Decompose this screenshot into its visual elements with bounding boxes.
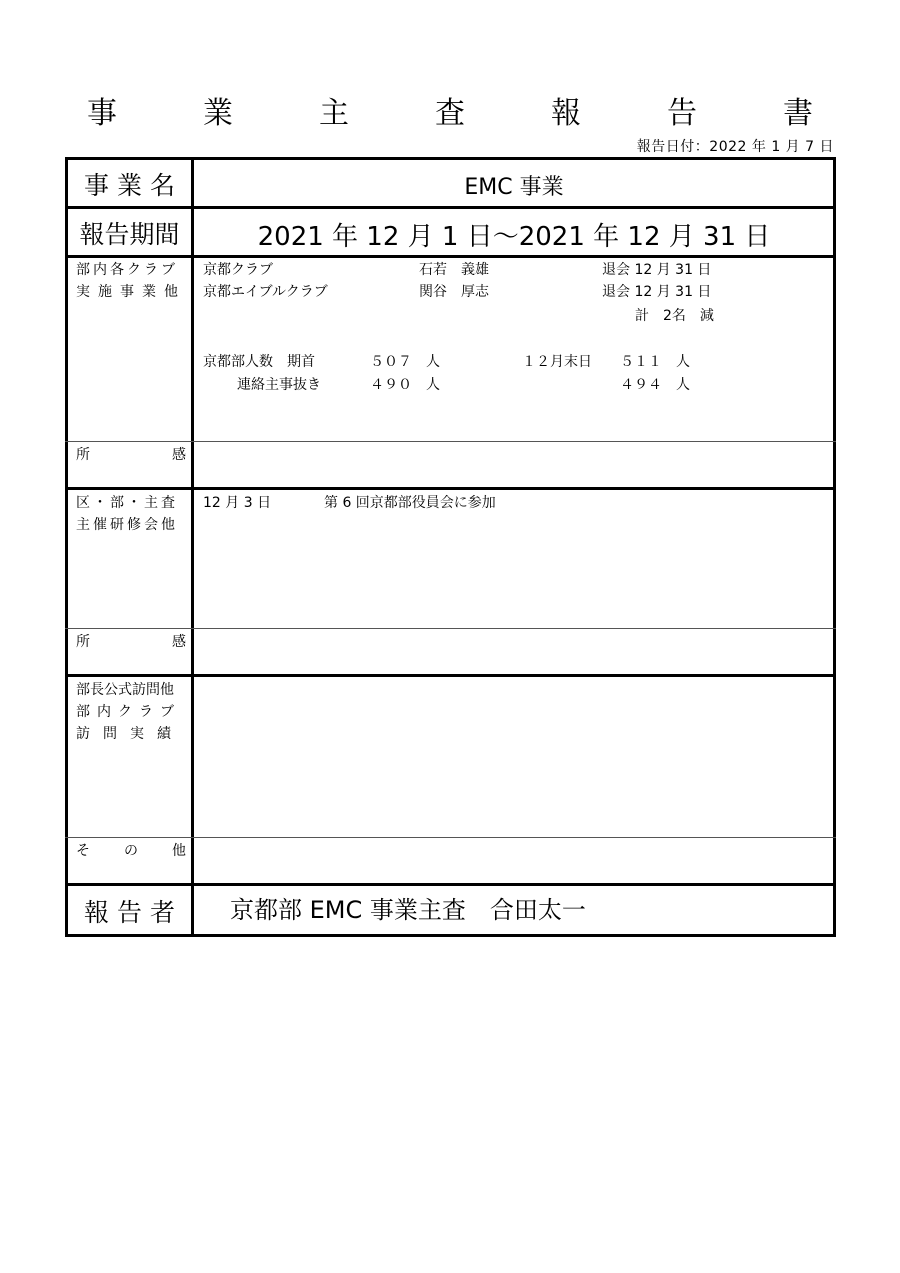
member-status: 退会 12 月 31 日 bbox=[602, 262, 712, 278]
members-end: ５１１ 人 bbox=[620, 354, 690, 370]
section2-label bbox=[76, 492, 186, 536]
members-end-label: １２月末日 bbox=[522, 354, 592, 370]
liaison-label: 連絡主事抜き bbox=[237, 377, 321, 393]
club-name: 京都エイブルクラブ bbox=[203, 284, 328, 300]
period-label: 報告期間 bbox=[79, 220, 180, 249]
row-divider bbox=[65, 883, 836, 886]
row-divider bbox=[65, 255, 836, 258]
section2-label-line: 主催研修会他 bbox=[76, 517, 178, 533]
member-name: 石若 義雄 bbox=[419, 262, 489, 278]
reporter-label: 報 告 者 bbox=[84, 898, 175, 927]
impression-divider bbox=[65, 441, 836, 442]
liaison-end: ４９４ 人 bbox=[620, 377, 690, 393]
section3-label-line: 訪問実績 bbox=[76, 726, 184, 742]
section3-label-line: 部内クラブ bbox=[76, 704, 181, 720]
event-description: 第 6 回京都部役員会に参加 bbox=[324, 495, 496, 511]
club-name: 京都クラブ bbox=[203, 262, 273, 278]
member-name: 関谷 厚志 bbox=[419, 284, 489, 300]
business-value: EMC 事業 bbox=[464, 175, 564, 200]
impression-label: 所 感 bbox=[76, 447, 186, 463]
reporter-value: 京都部 EMC 事業主査 合田太一 bbox=[230, 896, 586, 924]
section1-label bbox=[76, 259, 186, 303]
other-label: そ の 他 bbox=[76, 843, 186, 859]
other-divider bbox=[65, 837, 836, 838]
section1-label-line: 実施事業他 bbox=[76, 284, 186, 300]
section1-label-line: 部内各クラブ bbox=[76, 262, 178, 278]
section3-label-line: 部長公式訪問他 bbox=[76, 682, 174, 698]
section2-label-line: 区・部・主査 bbox=[76, 495, 178, 511]
impression-divider bbox=[65, 628, 836, 629]
members-start: ５０７ 人 bbox=[370, 354, 440, 370]
report-date: 報告日付：2022 年 1 月 7 日 bbox=[636, 139, 834, 155]
row-divider bbox=[65, 674, 836, 677]
total-change: 計 2名 減 bbox=[635, 308, 714, 324]
row-divider bbox=[65, 487, 836, 490]
period-value: 2021 年 12 月 1 日〜2021 年 12 月 31 日 bbox=[257, 222, 771, 252]
page-title: 事 業 主 査 報 告 書 bbox=[87, 96, 841, 131]
column-divider bbox=[191, 157, 194, 937]
members-label: 京都部人数 期首 bbox=[203, 354, 315, 370]
row-divider bbox=[65, 206, 836, 209]
section3-label bbox=[76, 679, 186, 745]
event-date: 12 月 3 日 bbox=[203, 495, 272, 511]
impression-label: 所 感 bbox=[76, 634, 186, 650]
member-status: 退会 12 月 31 日 bbox=[602, 284, 712, 300]
liaison-start: ４９０ 人 bbox=[370, 377, 440, 393]
business-label: 事 業 名 bbox=[84, 171, 175, 200]
